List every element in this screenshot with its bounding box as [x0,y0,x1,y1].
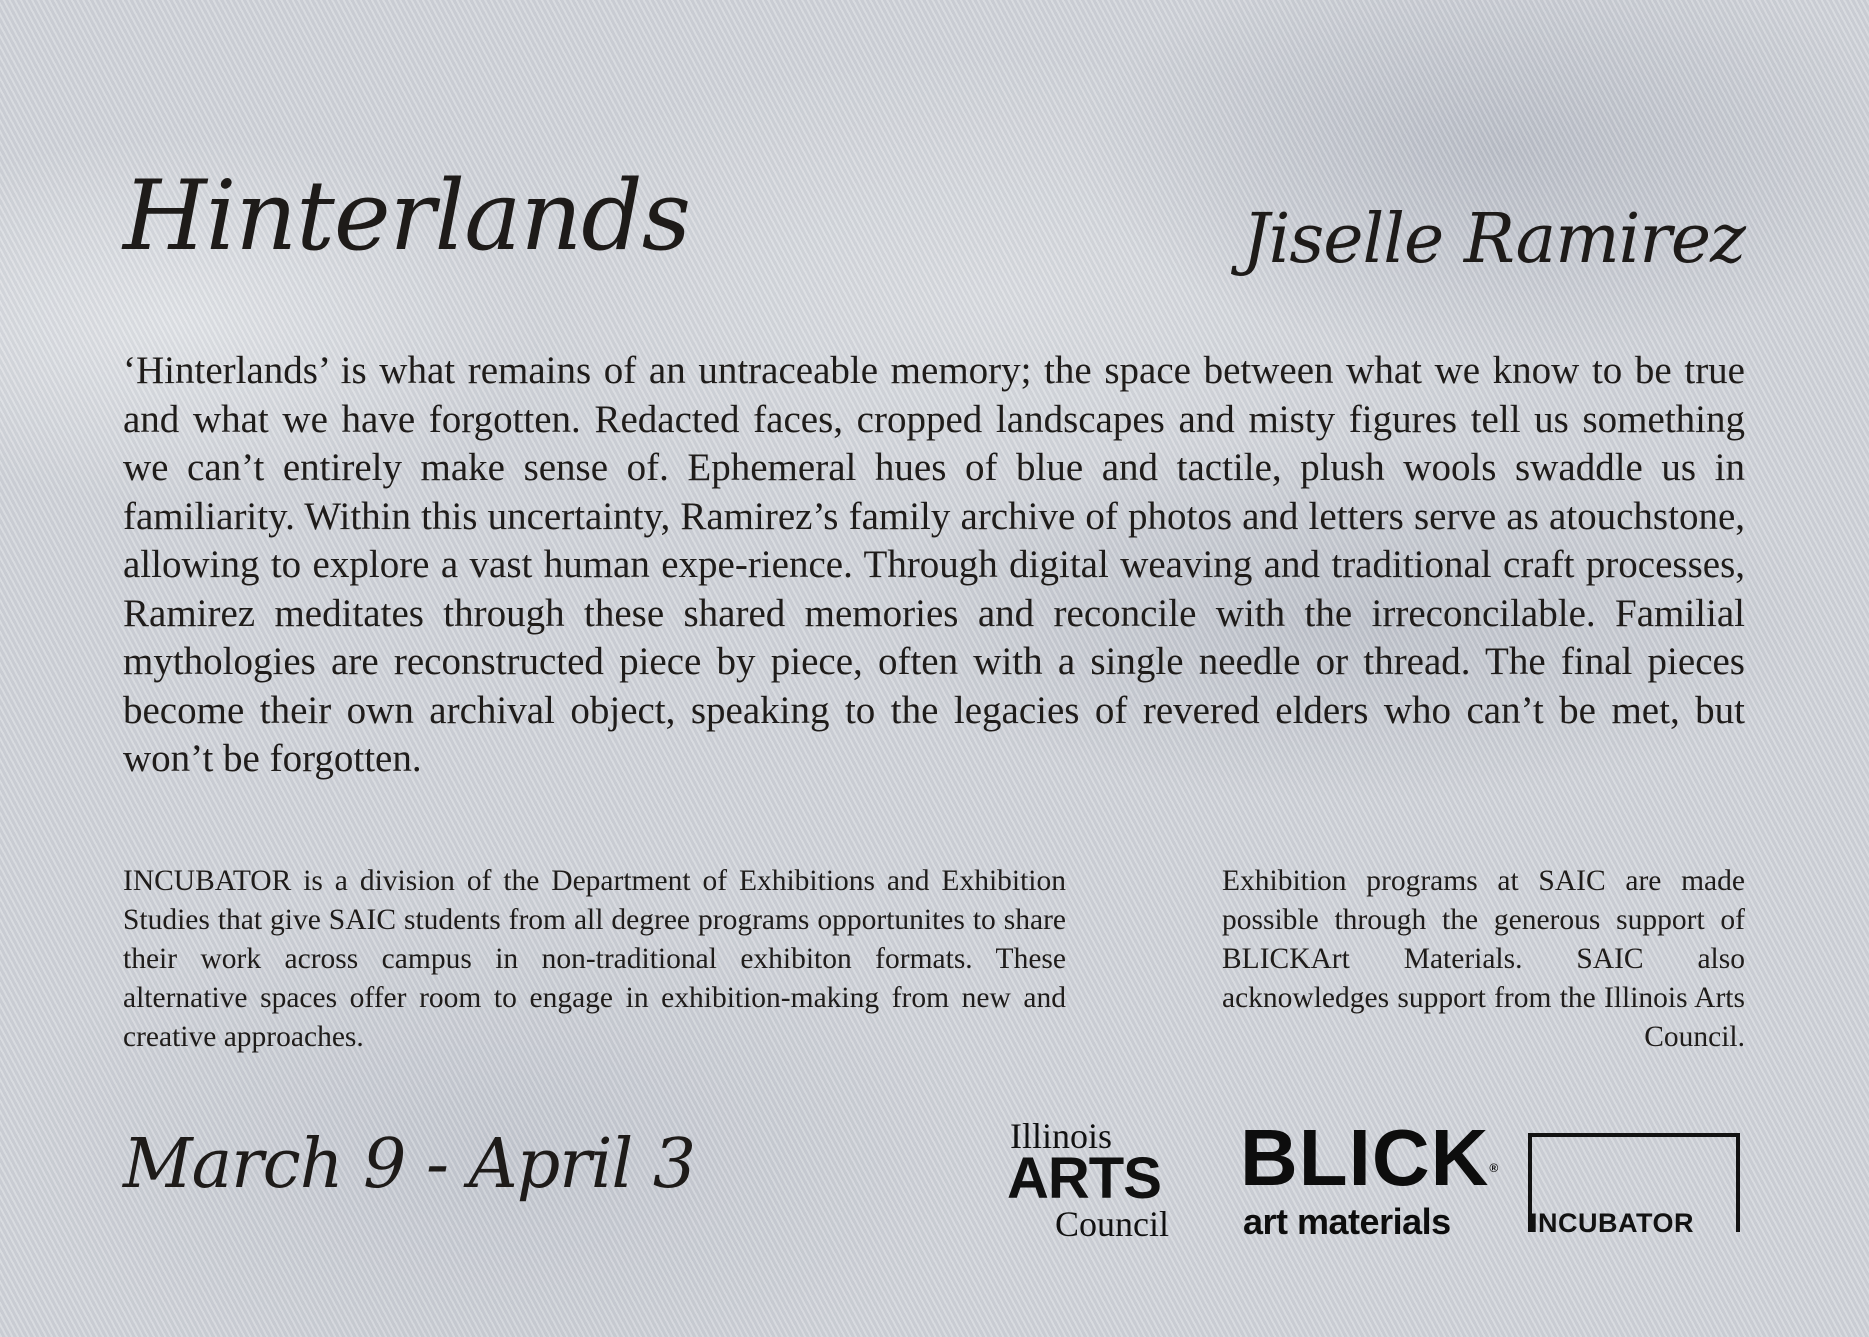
illinois-logo-line2: ARTS [1007,1146,1161,1211]
illinois-logo-line3: Council [1055,1204,1169,1244]
support-info-text: Exhibition programs at SAIC are made possible through the generous support of BLICKArt Materials. SAIC also acknowledges support from the Illinois Arts Council. [1222,865,1745,1053]
exhibition-title: Hinterlands [123,160,691,272]
blick-logo-tagline: art materials [1243,1201,1451,1242]
incubator-logo-right-bar [1736,1134,1740,1232]
registered-mark: ® [1489,1161,1500,1175]
illinois-arts-council-logo [1007,1118,1219,1242]
incubator-info-text: INCUBATOR is a division of the Department of Exhibitions and Exhibition Studies that give SAIC students from all degree programs opportunites to share their work across campus in non-traditional exhibiton formats. These alternative spaces offer room to engage in exhibition-making from new and creative approaches. [123,865,1066,1053]
illinois-logo-line1: Illinois [1010,1116,1113,1156]
blick-logo-name: BLICK [1240,1113,1490,1202]
blick-logo-wordmark [1240,1113,1500,1202]
blick-art-materials-logo [1240,1113,1505,1242]
incubator-logo [1528,1133,1740,1238]
incubator-logo-text: INCUBATOR [1530,1208,1694,1238]
exhibition-dates: March 9 - April 3 [123,1125,696,1204]
exhibition-description: ‘Hinterlands’ is what remains of an untraceable memory; the space between what we know to be true and what we have forgotten. Redacted faces, cropped landscapes and misty figures tell us something we can’t entirely make sense of. Ephemeral hues of blue and tactile, plush wools swaddle us in familiarity. Within this uncertainty, Ramirez’s family archive of photos and letters serve as atouchstone, allowing to explore a vast human expe-rience. Through digital weaving and traditional craft processes, Ramirez meditates through these shared memories and reconcile with the irreconcilable. Familial mythologies are reconstructed piece by piece, often with a single needle or thread. The final pieces become their own archival object, speaking to the legacies of revered elders who can’t be met, but won’t be forgotten. [123,349,1745,780]
artist-name: Jiselle Ramirez [1242,200,1745,279]
